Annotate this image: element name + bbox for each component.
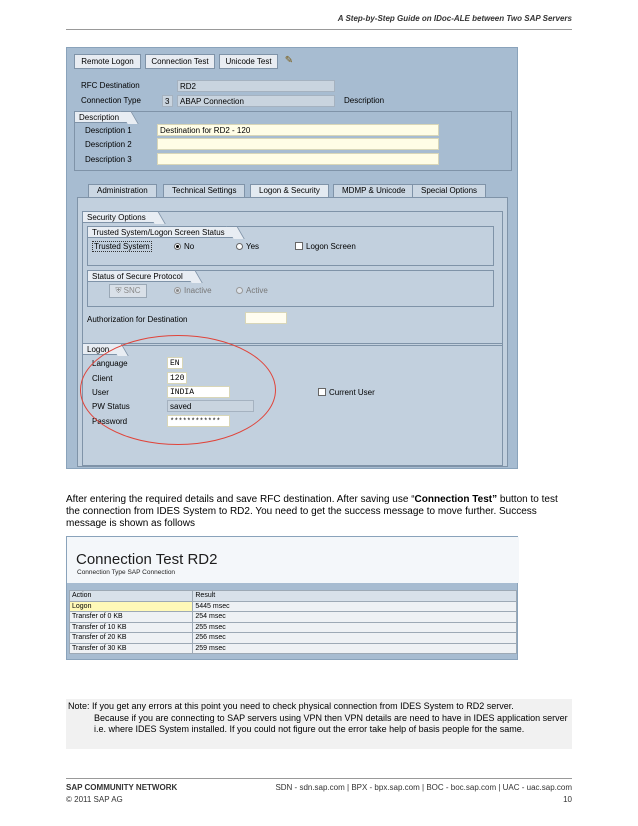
instruction-text-2: button to test the connection from IDES System to RD2. You need to get the success message to move further. Success message is shown as follows [66,494,558,529]
rfc-destination-screenshot [66,47,518,469]
connection-type-code[interactable]: 3 [162,95,173,107]
trusted-system-label: Trusted System [94,242,150,251]
password-input[interactable]: ************ [167,415,230,427]
connection-test-screenshot [66,536,518,660]
action-cell: Transfer of 0 KB [70,612,193,623]
inactive-label: Inactive [184,286,212,295]
snc-lock-icon: ⛨ [115,286,124,295]
logon-screen-label: Logon Screen [306,242,356,251]
inactive-radio[interactable] [174,286,212,295]
action-cell: Logon [70,601,193,612]
table-row[interactable] [70,622,517,633]
user-label: User [92,388,109,397]
current-user-label: Current User [329,388,375,397]
description-1-input[interactable]: Destination for RD2 - 120 [157,124,439,136]
footer-network: SAP COMMUNITY NETWORK [66,783,178,792]
table-row[interactable] [70,601,517,612]
header-divider [66,29,572,30]
language-input[interactable]: EN [167,357,183,369]
action-cell: Transfer of 10 KB [70,622,193,633]
connection-type-field[interactable]: ABAP Connection [177,95,335,107]
highlight-ellipse [80,335,276,445]
radio-empty-icon [236,243,243,250]
instruction-bold: Connection Test” [414,494,498,505]
result-cell: 5445 msec [193,601,517,612]
radio-selected-icon [174,243,181,250]
rfc-destination-field[interactable]: RD2 [177,80,335,92]
tab-special-options[interactable]: Special Options [412,184,486,197]
user-input[interactable]: INDIA [167,386,230,398]
result-cell: 259 msec [193,643,517,654]
unicode-test-button[interactable]: Unicode Test [219,54,278,69]
description-2-input[interactable] [157,138,439,150]
pw-status-label: PW Status [92,402,130,411]
table-row[interactable] [70,612,517,623]
note-box [66,699,572,749]
snc-button[interactable] [109,284,147,298]
description-1-label: Description 1 [85,126,132,135]
remote-logon-button[interactable]: Remote Logon [74,54,141,69]
client-input[interactable]: 120 [167,372,187,384]
connection-test-subtitle: Connection Type SAP Connection [77,569,176,576]
trusted-no-label: No [184,242,195,251]
connection-test-table [69,590,517,654]
snc-label: SNC [123,286,141,295]
checkbox-icon [295,242,303,250]
action-column-header: Action [70,591,193,602]
connection-test-button[interactable]: Connection Test [145,54,215,69]
logon-security-panel [77,197,508,467]
footer-row-2 [66,795,572,804]
trusted-yes-label: Yes [246,242,260,251]
authorization-input[interactable] [245,312,287,324]
action-cell: Transfer of 30 KB [70,643,193,654]
table-row[interactable] [70,643,517,654]
note-line-2: Because if you are connecting to SAP servers using VPN then VPN details are need to have in IDES application server i.e. where IDES System installed. If you could not figure out the error take help of basis people for the same. [94,712,568,734]
connection-type-label: Connection Type [81,96,141,105]
action-cell: Transfer of 20 KB [70,633,193,644]
page-number: 10 [563,795,572,804]
pw-status-field: saved [167,400,254,412]
wrench-icon[interactable]: ✎ [284,55,294,66]
language-label: Language [92,359,128,368]
table-row[interactable] [70,633,517,644]
result-cell: 256 msec [193,633,517,644]
logon-group-title: Logon [82,343,119,355]
instruction-paragraph [66,494,572,530]
result-cell: 255 msec [193,622,517,633]
connection-type-description: Description [344,96,385,105]
logon-screen-checkbox[interactable] [295,242,356,251]
table-header-row [70,591,517,602]
connection-test-title: Connection Test RD2 [76,551,218,568]
description-2-label: Description 2 [85,140,132,149]
security-options-title: Security Options [82,211,156,223]
active-radio[interactable] [236,286,268,295]
client-label: Client [92,374,113,383]
active-label: Active [246,286,268,295]
password-label: Password [92,417,128,426]
current-user-checkbox[interactable] [318,388,375,397]
trusted-yes-radio[interactable] [236,242,259,251]
document-header: A Step-by-Step Guide on IDoc-ALE between Two SAP Servers [337,14,572,23]
secure-protocol-group [87,270,494,307]
tab-administration[interactable]: Administration [88,184,157,197]
rfc-destination-label: RFC Destination [81,81,140,90]
footer-sites: SDN - sdn.sap.com | BPX - bpx.sap.com | BOC - boc.sap.com | UAC - uac.sap.com [275,783,572,792]
radio-disabled-selected-icon [174,287,181,294]
checkbox-icon [318,388,326,396]
trusted-no-radio[interactable] [174,242,194,251]
description-3-label: Description 3 [85,155,132,164]
result-cell: 254 msec [193,612,517,623]
footer-divider [66,778,572,779]
description-group-title: Description [74,111,129,123]
radio-disabled-icon [236,287,243,294]
authorization-label: Authorization for Destination [87,315,188,324]
note-line-1: Note: If you get any errors at this point you need to check physical connection from IDES System to RD2 server. [68,701,514,711]
footer-copyright: © 2011 SAP AG [66,795,123,804]
tab-technical-settings[interactable]: Technical Settings [163,184,245,197]
tab-mdmp-unicode[interactable]: MDMP & Unicode [333,184,414,197]
tab-logon-security[interactable]: Logon & Security [250,184,329,197]
footer-row-1 [66,783,572,792]
result-column-header: Result [193,591,517,602]
secure-protocol-title: Status of Secure Protocol [87,270,193,282]
instruction-text-1: After entering the required details and save RFC destination. After saving use “ [66,494,415,505]
description-3-input[interactable] [157,153,439,165]
trusted-system-group-title: Trusted System/Logon Screen Status [87,226,235,238]
connection-test-header [67,537,519,583]
